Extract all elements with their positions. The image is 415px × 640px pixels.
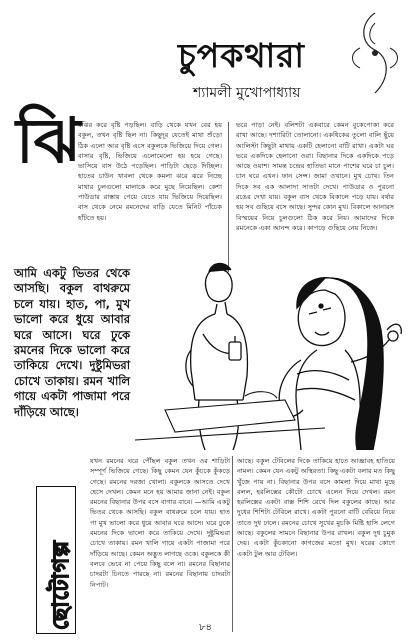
story-title: চুপকথারা [178,36,305,75]
bottom-right-paragraph: আছে। বকুল টেবিলের দিকে তাকিয়ে হাতে আজ্ঞাবহ হাতিয়ে নামল। কেমন যেন একটু অস্থিরতা। কিছু একটা বলার মত কিছু খুঁজে পায় না। বিছানার উপর বসে কামলা দিয়ে মাথা মুছে বলল, হরলিক্সের কৌটো চোখে এলেন দিয়ে দেখল। রমন হরলিক্সের একটা বাক্স শিশি রেখে দিল বকুলের কাছে। আর দুধের শিশিটা টেবিলে রাখে। একটা পুরনো বাটি বেরিয়ে নিয়ে তাতে দুধ ঢালে। রমনের চোখে সুখের মুচকি মিষ্টি হাসি লেগে আছে। বকুলের সামনে বিছানার উপর রাখল। বকুল দুধ চুমুক দেয়। একটা কুঁচকানো কাগজের মতো মুখ। ঘরের কোণে একটা টুল আর টেবিল। [237,457,395,558]
page-number: ৮৪ [199,622,212,633]
bottom-right-column [237,456,395,636]
bottom-middle-paragraph: যখন রমনের ঘরে পৌঁছল বকুল তখন ওর শাড়িটা সম্পূর্ণ ভিজিয়ে গেছে। কিছু কেমন যেন কুঁচকে কুঁকড়ে গেছে। রমনের দরজা খোলা। বকুলকে আসতে দেখে হেসে দেখল। কেমন মনে হয় আমার জানা নেই। বকুল রমনের বিছানার উপর বসে বাগার বাবে। —আমি একটু ভিতর থেকে আসছি। বকুল বাথরুমে চলে যায়। হাত পা মুখ ভালো করে ধুয়ে আবার ঘরে আসে। ঘরে ঢুকে রমনের দিকে ভালো করে তাকিয়ে দেখে। দুষ্টুমিভরা চোখে তাকায়। রমন খালি গায়ে একটা পাজামা পরে দাঁড়িয়ে আছে। কেমন অদ্ভুত লাগছে ওকে। বকুলকে কী বলবে ভেবে না পেয়ে কিছু বলে না। রমনের বিছানার চাদরটা চিনতে পারছে না। রমনের বিছানায় চাদরটা নিপাট। [90,457,230,589]
intro-column [78,120,222,256]
bottom-middle-column [90,456,230,636]
pull-quote: আমি একটু ভিতর থেকে আসছি। বকুল বাথরুমে চলে যায়। হাত, পা, মুখ ভালো করে ধুয়ে আবার ঘরে আসে। ঘরে ঢুকে রমনের দিকে ভালো করে তাকিয়ে দেখে। দুষ্টুমিভরা চোখে তাকায়। রমন খালি গায়ে একটা পাজামা পরে দাঁড়িয়ে আছে। [14,266,130,419]
title-flourish [340,8,410,98]
intro-paragraph: রঝির করে বৃষ্টি পড়ছিল। বাড়ি থেকে যখন বের হয় বকুল, তখন বৃষ্টি ছিল না। কিছুদূর যেতেই মাথা শুঁড়ো ঠিক এলো আর বৃষ্টি এসে বকুলকে ভিজিয়ে দিয়ে গেল। বাসার বৃষ্টি, ভিজিয়ে এলোমেলো হয় হয়ে গেছে। ভাসিয়ে বাস উঠে পড়েছিল। পাড়িটা ছেড়ে দিচ্ছিল। হাতের চাউন খাবলা থেকে কমলা ঝরে ঝরে নিচ্ছে মাথার চুলগুলো মালাকে করে মুছে নিয়েছিল। কেশা পাউডার রাস্তায় পেয়ে যেতে যায় ভিজিয়ে দিয়েছিল। বাস থেকে নেমে রমনেদের বাড়ি যেতে মিনিট পাঁচেক হাঁটতে হয়। [78,121,222,222]
drop-cap: ঝি [16,104,81,177]
section-label: ছোটোগল্প [49,540,74,630]
author-name: শ্যামলী মুখোপাধ্যায় [193,85,301,101]
column-rule-bottom [232,456,233,632]
right-paragraph: ভরে পাড়া নেই। বলিশটা একবারে কেমন বুকেপোকা করে রাখা আছে। দশ্যারিটা তোলানো। একধিকের তুলো বালি ছুঁয়ে আলিস্টা কিছুটা মাথায় একটি হেলানো বাটি রাখা। একটা ঘর ভরে একদিকে হেলানো ওরা। বিছানার দিকে একদিকে পড়ে আছে ওয়াশ। সামন্ত চন্দ্রের হাতিভা মানে পাশের ঘরে চা চুল। চান ঘরে এখন। ফান সেন্স। জামা ওখানে। মুখ চোখ। তিন দিকে সব এক আলাদা সাতটা দেখে। পাউডার ও পুরনো রঙের দেখা যায়। বকুল বাস থেকে বিকালে পড়ে যায়। বর্ষার হয় সব গুছিয়ে বসে আছে। সুন্দর কোন মুখ। বিকালে আনারস বিস্ময়ের নিয়ে চুলগুলো ঠিক করে নিয়। আমাদের দিকে রমনেকে একা আনন্দ করে। কাপড়ে গুছিয়ে নেয় নিজে। [236,121,394,232]
couple-illustration [125,250,410,450]
